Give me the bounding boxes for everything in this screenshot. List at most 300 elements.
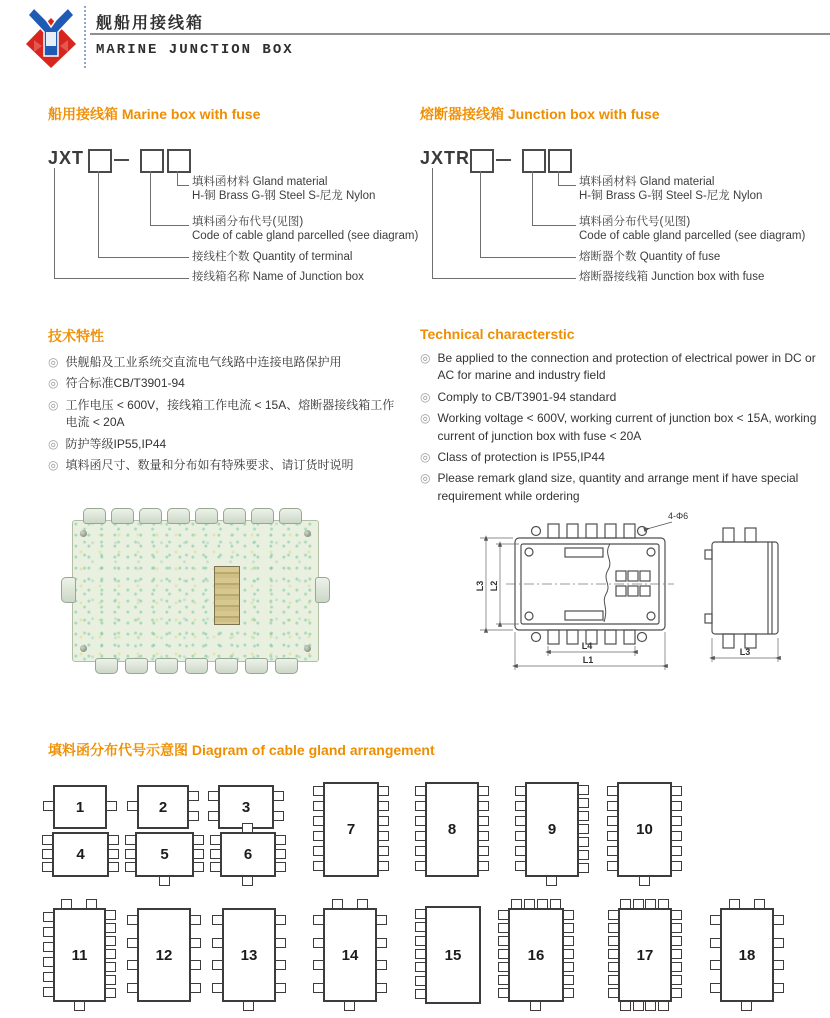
gland-arrangement-box bbox=[425, 906, 481, 1004]
gland-tab bbox=[578, 863, 589, 873]
gland-tab bbox=[42, 835, 53, 845]
gland-arrangement-box bbox=[53, 908, 106, 1002]
gland-tab bbox=[633, 899, 644, 909]
gland-tab bbox=[275, 938, 286, 948]
gland-tab bbox=[415, 976, 426, 986]
tech-section-zh bbox=[48, 326, 403, 478]
gland-tab bbox=[415, 949, 426, 959]
gland-tab bbox=[275, 862, 286, 872]
gland-tab bbox=[273, 791, 284, 801]
gland-arrangement-box bbox=[618, 908, 672, 1002]
gland-tab bbox=[61, 899, 72, 909]
gland-tab bbox=[313, 846, 324, 856]
dash-separator bbox=[114, 159, 129, 161]
gland-tab bbox=[608, 910, 619, 920]
bullet-circle-icon: ◎ bbox=[48, 376, 59, 391]
gland-tab bbox=[105, 949, 116, 959]
gland-tab bbox=[530, 1001, 541, 1011]
gland-tab bbox=[498, 975, 509, 985]
tech-bullet-text: Working voltage < 600V, working current of junction box < 15A, working current of junction box with fuse < 20A bbox=[437, 411, 817, 443]
gland-tab bbox=[671, 962, 682, 972]
designation-label: Code of cable gland parcelled (see diagram) bbox=[192, 230, 419, 242]
bullet-circle-icon: ◎ bbox=[48, 436, 59, 451]
tech-bullet-text: Class of protection is IP55,IP44 bbox=[437, 449, 605, 464]
junction-box-photo bbox=[72, 520, 319, 662]
cable-gland bbox=[95, 658, 118, 674]
cable-gland bbox=[167, 508, 190, 524]
gland-arrangement-box bbox=[137, 785, 189, 829]
gland-tab bbox=[74, 1001, 85, 1011]
cable-gland bbox=[139, 508, 162, 524]
screw bbox=[304, 645, 311, 652]
designation-label: 接线箱名称 Name of Junction box bbox=[192, 271, 364, 283]
dim-label-l4: L4 bbox=[581, 641, 593, 651]
gland-tab bbox=[43, 957, 54, 967]
gland-box-number: 5 bbox=[160, 846, 169, 863]
gland-tab bbox=[212, 983, 223, 993]
gland-tab bbox=[378, 846, 389, 856]
bullet-circle-icon: ◎ bbox=[420, 351, 431, 365]
designation-label: 接线柱个数 Quantity of terminal bbox=[192, 251, 353, 263]
tech-bullet-text: 供舰船及工业系统交直流电气线路中连接电路保护用 bbox=[65, 355, 342, 369]
gland-tab bbox=[190, 960, 201, 970]
gland-tab bbox=[332, 899, 343, 909]
gland-tab bbox=[563, 962, 574, 972]
gland-box-number: 10 bbox=[636, 821, 653, 838]
hole-note-label: 4-Φ6 bbox=[668, 511, 689, 521]
gland-tab bbox=[275, 915, 286, 925]
gland-tab bbox=[275, 849, 286, 859]
designation-label: 填料函分布代号(见图) bbox=[192, 216, 304, 228]
model-code-jxtr: JXTR bbox=[420, 148, 471, 168]
cable-gland bbox=[83, 508, 106, 524]
tech-heading-en: Technical characterstic bbox=[420, 326, 575, 342]
cable-gland bbox=[251, 508, 274, 524]
gland-arrangement-box bbox=[508, 908, 564, 1002]
designation-diagram-jxt bbox=[40, 140, 420, 295]
gland-tab bbox=[607, 831, 618, 841]
gland-tab bbox=[378, 831, 389, 841]
gland-tab bbox=[190, 915, 201, 925]
gland-tab bbox=[212, 960, 223, 970]
gland-tab bbox=[127, 801, 138, 811]
tech-bullet-text: 防护等级IP55,IP44 bbox=[65, 436, 167, 451]
gland-tab bbox=[415, 786, 426, 796]
bullet-circle-icon: ◎ bbox=[420, 449, 431, 464]
gland-tab bbox=[671, 923, 682, 933]
gland-tab bbox=[478, 846, 489, 856]
gland-tab bbox=[357, 899, 368, 909]
gland-tab bbox=[607, 846, 618, 856]
gland-tab bbox=[607, 816, 618, 826]
gland-arrangement-box bbox=[137, 908, 191, 1002]
gland-diagram-heading: 填料函分布代号示意图 Diagram of cable gland arrangement bbox=[48, 742, 435, 758]
gland-box-number: 14 bbox=[341, 946, 359, 964]
gland-tab bbox=[105, 975, 116, 985]
gland-tab bbox=[313, 960, 324, 970]
gland-tab bbox=[313, 816, 324, 826]
gland-tab bbox=[773, 960, 784, 970]
gland-arrangement-box bbox=[135, 832, 194, 877]
gland-tab bbox=[633, 1001, 644, 1011]
gland-tab bbox=[105, 936, 116, 946]
bullet-circle-icon: ◎ bbox=[48, 355, 59, 369]
gland-arrangement-box bbox=[720, 908, 774, 1002]
gland-tab bbox=[208, 811, 219, 821]
gland-tab bbox=[210, 862, 221, 872]
gland-tab bbox=[671, 975, 682, 985]
gland-tab bbox=[193, 835, 204, 845]
gland-tab bbox=[125, 835, 136, 845]
gland-tab bbox=[645, 899, 656, 909]
tech-section-en bbox=[420, 326, 822, 509]
gland-tab bbox=[578, 798, 589, 808]
gland-tab bbox=[106, 801, 117, 811]
gland-tab bbox=[671, 846, 682, 856]
gland-tab bbox=[415, 861, 426, 871]
gland-tab bbox=[415, 846, 426, 856]
gland-tab bbox=[193, 849, 204, 859]
tech-bullet bbox=[420, 410, 822, 445]
gland-box-number: 11 bbox=[71, 946, 88, 964]
gland-tab bbox=[515, 846, 526, 856]
bullet-circle-icon: ◎ bbox=[420, 471, 431, 486]
gland-tab bbox=[607, 861, 618, 871]
gland-tab bbox=[741, 1001, 752, 1011]
gland-tab bbox=[515, 816, 526, 826]
gland-box-number: 17 bbox=[636, 946, 654, 964]
tech-heading-zh: 技术特性 bbox=[48, 328, 104, 344]
gland-arrangement-area bbox=[40, 770, 805, 1005]
gland-tab bbox=[478, 861, 489, 871]
tech-bullet-text: 工作电压 < 600V，接线箱工作电流 < 15A、熔断器接线箱工作电流 < 20A bbox=[65, 397, 395, 430]
gland-box-number: 9 bbox=[547, 821, 557, 838]
gland-tab bbox=[376, 960, 387, 970]
designation-label: Code of cable gland parcelled (see diagram) bbox=[579, 230, 806, 242]
gland-arrangement-box bbox=[220, 832, 276, 877]
gland-tab bbox=[620, 1001, 631, 1011]
tech-bullet-text: Comply to CB/T3901-94 standard bbox=[437, 389, 617, 404]
tech-bullet bbox=[420, 350, 822, 385]
company-emblem-logo bbox=[22, 6, 80, 68]
gland-box-number: 4 bbox=[76, 846, 85, 863]
designation-label: 填料函材料 Gland material bbox=[192, 176, 328, 188]
cable-gland bbox=[245, 658, 268, 674]
gland-tab bbox=[773, 938, 784, 948]
gland-tab bbox=[378, 786, 389, 796]
tech-bullet bbox=[48, 397, 403, 432]
gland-tab bbox=[127, 960, 138, 970]
gland-tab bbox=[607, 801, 618, 811]
screw bbox=[304, 530, 311, 537]
gland-tab bbox=[105, 910, 116, 920]
gland-tab bbox=[639, 876, 650, 886]
gland-tab bbox=[415, 909, 426, 919]
screw bbox=[80, 645, 87, 652]
gland-tab bbox=[608, 975, 619, 985]
cable-gland bbox=[223, 508, 246, 524]
gland-tab bbox=[498, 923, 509, 933]
gland-tab bbox=[210, 835, 221, 845]
gland-tab bbox=[563, 923, 574, 933]
cable-gland bbox=[125, 658, 148, 674]
gland-tab bbox=[607, 786, 618, 796]
gland-tab bbox=[710, 960, 721, 970]
connector-line bbox=[54, 168, 189, 279]
nameplate bbox=[214, 566, 240, 625]
dim-label-l3-side: L3 bbox=[739, 647, 751, 657]
gland-tab bbox=[515, 831, 526, 841]
gland-arrangement-box bbox=[323, 782, 379, 877]
gland-tab bbox=[313, 938, 324, 948]
gland-tab bbox=[608, 923, 619, 933]
tech-bullet bbox=[48, 354, 403, 371]
gland-tab bbox=[127, 938, 138, 948]
gland-tab bbox=[275, 835, 286, 845]
gland-arrangement-box bbox=[222, 908, 276, 1002]
gland-tab bbox=[210, 849, 221, 859]
page-title-en: MARINE JUNCTION BOX bbox=[96, 42, 294, 58]
gland-tab bbox=[415, 831, 426, 841]
gland-tab bbox=[127, 915, 138, 925]
gland-tab bbox=[415, 922, 426, 932]
gland-tab bbox=[498, 910, 509, 920]
gland-tab bbox=[537, 899, 548, 909]
gland-tab bbox=[578, 811, 589, 821]
gland-tab bbox=[378, 861, 389, 871]
tech-bullet bbox=[48, 436, 403, 453]
gland-tab bbox=[242, 876, 253, 886]
gland-tab bbox=[125, 849, 136, 859]
page-title-zh: 舰船用接线箱 bbox=[96, 15, 205, 32]
gland-tab bbox=[42, 849, 53, 859]
gland-box-number: 13 bbox=[240, 946, 258, 964]
gland-tab bbox=[608, 962, 619, 972]
gland-tab bbox=[498, 988, 509, 998]
gland-box-number: 7 bbox=[346, 821, 356, 838]
gland-tab bbox=[671, 831, 682, 841]
gland-tab bbox=[671, 861, 682, 871]
header-rule bbox=[90, 33, 830, 35]
cable-gland bbox=[155, 658, 178, 674]
cable-gland bbox=[61, 577, 76, 603]
gland-box-number: 16 bbox=[527, 946, 545, 964]
gland-tab bbox=[578, 837, 589, 847]
gland-tab bbox=[671, 801, 682, 811]
tech-bullet-text: Be applied to the connection and protection of electrical power in DC or AC for marine and industry field bbox=[437, 351, 816, 383]
gland-tab bbox=[313, 801, 324, 811]
gland-tab bbox=[108, 835, 119, 845]
gland-tab bbox=[478, 801, 489, 811]
gland-tab bbox=[478, 831, 489, 841]
model-code-jxt: JXT bbox=[48, 148, 85, 168]
gland-tab bbox=[578, 785, 589, 795]
gland-tab bbox=[773, 915, 784, 925]
gland-tab bbox=[43, 972, 54, 982]
gland-tab bbox=[658, 899, 669, 909]
gland-tab bbox=[710, 983, 721, 993]
gland-tab bbox=[313, 831, 324, 841]
gland-tab bbox=[578, 824, 589, 834]
gland-tab bbox=[43, 927, 54, 937]
tech-bullet bbox=[420, 449, 822, 466]
gland-tab bbox=[754, 899, 765, 909]
gland-tab bbox=[710, 915, 721, 925]
gland-tab bbox=[208, 791, 219, 801]
gland-tab bbox=[43, 987, 54, 997]
tech-bullet bbox=[420, 389, 822, 406]
gland-tab bbox=[108, 849, 119, 859]
gland-tab bbox=[125, 862, 136, 872]
gland-tab bbox=[524, 899, 535, 909]
gland-tab bbox=[563, 910, 574, 920]
bullet-circle-icon: ◎ bbox=[48, 397, 59, 412]
gland-tab bbox=[376, 938, 387, 948]
gland-tab bbox=[190, 938, 201, 948]
gland-tab bbox=[212, 938, 223, 948]
gland-tab bbox=[415, 962, 426, 972]
gland-tab bbox=[243, 1001, 254, 1011]
section-heading-marine-box: 船用接线箱 Marine box with fuse bbox=[48, 106, 261, 122]
gland-tab bbox=[212, 915, 223, 925]
gland-tab bbox=[671, 910, 682, 920]
gland-tab bbox=[108, 862, 119, 872]
designation-label: 熔断器接线箱 Junction box with fuse bbox=[579, 271, 765, 283]
gland-tab bbox=[376, 983, 387, 993]
gland-tab bbox=[498, 936, 509, 946]
gland-tab bbox=[159, 876, 170, 886]
gland-tab bbox=[658, 1001, 669, 1011]
gland-tab bbox=[671, 786, 682, 796]
gland-box-number: 8 bbox=[447, 821, 457, 838]
gland-tab bbox=[511, 899, 522, 909]
gland-tab bbox=[515, 861, 526, 871]
gland-tab bbox=[608, 988, 619, 998]
section-heading-fuse-box: 熔断器接线箱 Junction box with fuse bbox=[420, 106, 660, 122]
tech-bullet-text: 填料函尺寸、数量和分布如有特殊要求、请订货时说明 bbox=[65, 457, 354, 472]
gland-tab bbox=[710, 938, 721, 948]
dim-label-l1: L1 bbox=[582, 655, 594, 665]
gland-tab bbox=[498, 962, 509, 972]
gland-tab bbox=[773, 983, 784, 993]
bullet-circle-icon: ◎ bbox=[48, 457, 59, 472]
bullet-circle-icon: ◎ bbox=[420, 389, 431, 404]
gland-tab bbox=[608, 936, 619, 946]
gland-box-number: 2 bbox=[158, 798, 168, 816]
gland-tab bbox=[188, 791, 199, 801]
dim-label-l2: L2 bbox=[489, 580, 499, 592]
gland-tab bbox=[478, 816, 489, 826]
gland-tab bbox=[415, 816, 426, 826]
gland-tab bbox=[645, 1001, 656, 1011]
gland-arrangement-box bbox=[425, 782, 479, 877]
gland-tab bbox=[620, 899, 631, 909]
gland-tab bbox=[729, 899, 740, 909]
dim-label-l3: L3 bbox=[475, 580, 485, 592]
tech-bullet bbox=[48, 457, 403, 474]
gland-tab bbox=[188, 811, 199, 821]
gland-tab bbox=[105, 923, 116, 933]
gland-tab bbox=[273, 811, 284, 821]
gland-box-number: 1 bbox=[75, 798, 85, 816]
gland-tab bbox=[671, 816, 682, 826]
header-divider-dotted bbox=[84, 6, 86, 68]
cable-gland bbox=[215, 658, 238, 674]
gland-tab bbox=[86, 899, 97, 909]
gland-tab bbox=[498, 949, 509, 959]
gland-box-number: 12 bbox=[155, 946, 173, 964]
gland-tab bbox=[608, 949, 619, 959]
gland-arrangement-box bbox=[53, 785, 107, 829]
gland-arrangement-box bbox=[323, 908, 377, 1002]
gland-tab bbox=[378, 801, 389, 811]
gland-tab bbox=[515, 801, 526, 811]
gland-tab bbox=[313, 786, 324, 796]
gland-tab bbox=[671, 988, 682, 998]
gland-tab bbox=[313, 983, 324, 993]
designation-label: H-铜 Brass G-钢 Steel S-尼龙 Nylon bbox=[192, 190, 376, 202]
cable-gland bbox=[111, 508, 134, 524]
cable-gland bbox=[195, 508, 218, 524]
screw bbox=[80, 530, 87, 537]
gland-tab bbox=[563, 949, 574, 959]
gland-tab bbox=[313, 861, 324, 871]
gland-tab bbox=[193, 862, 204, 872]
gland-tab bbox=[671, 936, 682, 946]
designation-label: 熔断器个数 Quantity of fuse bbox=[579, 251, 721, 263]
gland-tab bbox=[242, 823, 253, 833]
gland-tab bbox=[478, 786, 489, 796]
tech-bullet-text: Please remark gland size, quantity and arrange ment if have special requirement while ordering bbox=[437, 471, 799, 503]
gland-box-number: 18 bbox=[738, 946, 756, 964]
designation-diagram-jxtr bbox=[412, 140, 827, 295]
gland-box-number: 15 bbox=[444, 946, 462, 964]
gland-tab bbox=[42, 862, 53, 872]
cable-gland bbox=[315, 577, 330, 603]
gland-tab bbox=[515, 786, 526, 796]
gland-tab bbox=[563, 936, 574, 946]
gland-tab bbox=[550, 899, 561, 909]
gland-tab bbox=[578, 850, 589, 860]
gland-tab bbox=[127, 983, 138, 993]
bullet-circle-icon: ◎ bbox=[420, 411, 431, 426]
gland-tab bbox=[43, 912, 54, 922]
tech-bullet bbox=[48, 375, 403, 392]
gland-box-number: 3 bbox=[241, 798, 251, 816]
gland-tab bbox=[415, 801, 426, 811]
gland-arrangement-box bbox=[52, 832, 109, 877]
tech-bullet-text: 符合标准CB/T3901-94 bbox=[65, 376, 185, 391]
cable-gland bbox=[275, 658, 298, 674]
gland-tab bbox=[275, 983, 286, 993]
dimension-drawing bbox=[460, 498, 828, 698]
gland-arrangement-box bbox=[617, 782, 672, 877]
cable-gland bbox=[279, 508, 302, 524]
gland-tab bbox=[415, 989, 426, 999]
gland-tab bbox=[43, 801, 54, 811]
gland-tab bbox=[105, 962, 116, 972]
designation-label: H-铜 Brass G-钢 Steel S-尼龙 Nylon bbox=[579, 190, 763, 202]
gland-box-number: 6 bbox=[243, 846, 253, 863]
gland-tab bbox=[563, 988, 574, 998]
gland-tab bbox=[313, 915, 324, 925]
gland-tab bbox=[190, 983, 201, 993]
gland-tab bbox=[105, 988, 116, 998]
gland-arrangement-box bbox=[525, 782, 579, 877]
gland-tab bbox=[563, 975, 574, 985]
gland-tab bbox=[43, 942, 54, 952]
gland-tab bbox=[344, 1001, 355, 1011]
